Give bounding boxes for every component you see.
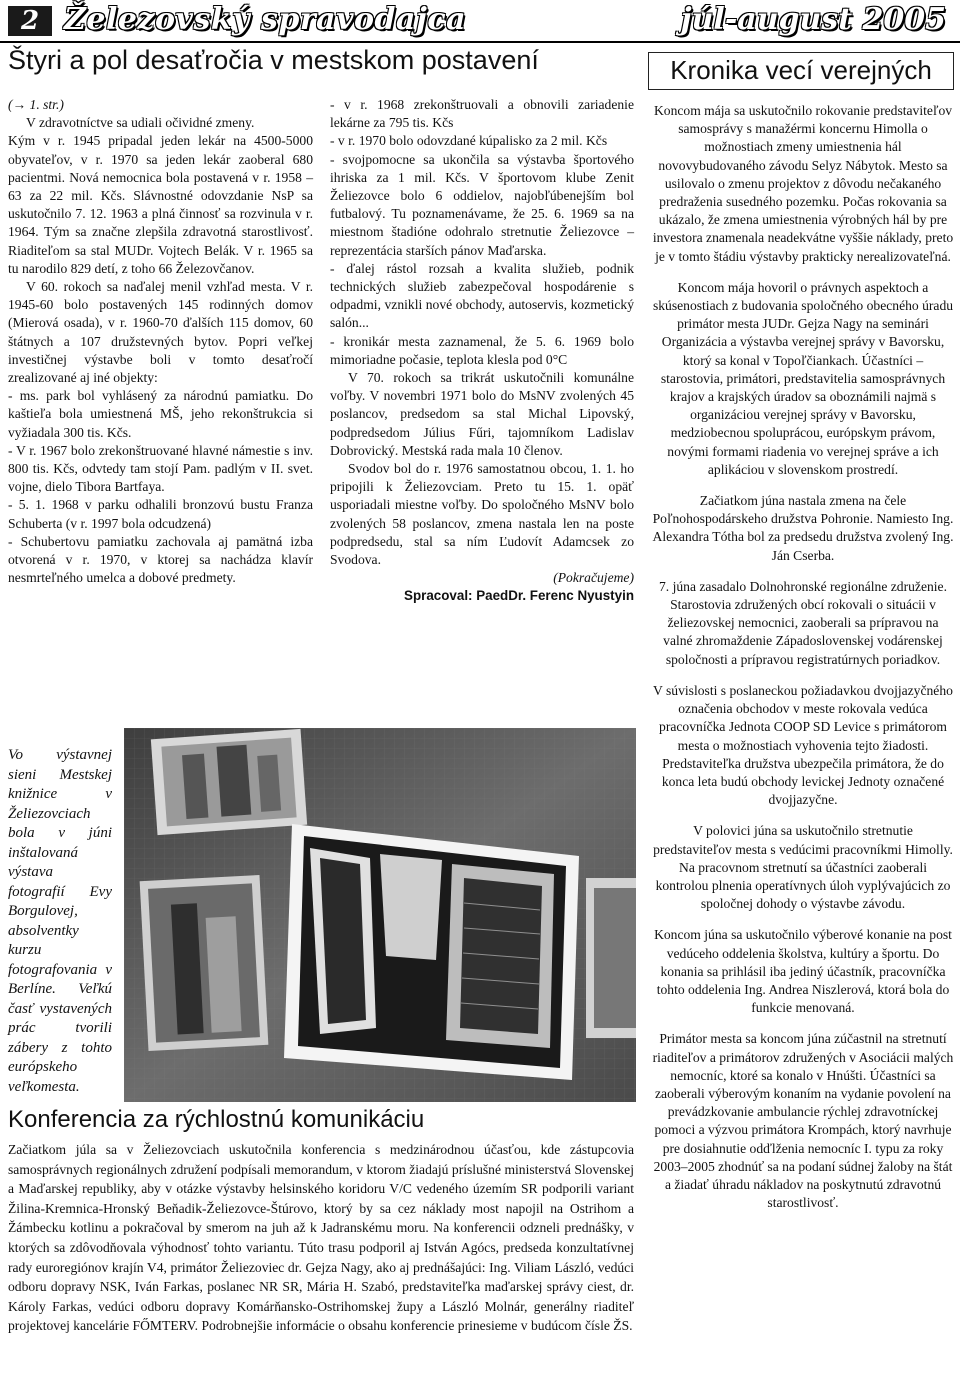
masthead-title: Železovský spravodajca xyxy=(64,2,467,37)
chronicle-paragraph: Začiatkom júna nastala zmena na čele Poľnohospodárskeho družstva Pohronie. Namiesto Ing. Alexandra Tótha bol za predsedu družstva zvolený Ing. Ján Cserba. xyxy=(652,493,954,563)
article-title: Štyri a pol desaťročia v mestskom postavení xyxy=(8,45,539,75)
chronicle-paragraph: Koncom júna sa uskutočnilo výberové konanie na post vedúceho oddelenia školstva, kultúry a športu. Do konania sa prihlásil iba jediný účastník, pracovníčka tohto oddelenia Ing. Andrea Niszlerová, ktorá bola do funkcie menovaná. xyxy=(654,927,952,1016)
chronicle-column xyxy=(652,102,954,1225)
exhibition-photo xyxy=(124,728,636,1102)
article-list-item: - kronikár mesta zaznamenal, že 5. 6. 1969 bolo mimoriadne počasie, teplota klesla pod 0°C xyxy=(330,333,634,367)
article-list-item: - V r. 1967 bolo zrekonštruované hlavné námestie s inv. 800 tis. Kčs, odvtedy tam stojí Pam. padlým v II. svet. vojne, dielo Tibora Bartfaya. xyxy=(8,442,313,495)
article-column-1 xyxy=(8,96,313,587)
continuation-note: (→ 1. str.) xyxy=(8,97,64,112)
continued-note: (Pokračujeme) xyxy=(553,570,634,586)
photo-caption: Vo výstavnej sieni Mestskej knižnice v Želiezovciach bola v júni inštalovaná výstava fotografií Evy Borgulovej, absolventky kurzu fotografovania v Berlíne. Veľkú časť vystavených prác tvorili zábery z tohto európskeho veľkomesta. xyxy=(8,747,112,1095)
article-column-2 xyxy=(330,96,634,606)
article-list-item: - v r. 1968 zrekonštruovali a obnovili zariadenie lekárne za 795 tis. Kčs xyxy=(330,97,634,131)
article-paragraph: V 70. rokoch sa trikrát uskutočnili komunálne voľby. V novembri 1971 bolo do MsNV zvolených 45 poslancov, predsedom sa stal Michal Lipovský, podpredsedom Július Fűri, tajomníkom Ladislav Dobrovický. Mestská rada mala 10 členov. xyxy=(330,370,634,458)
exhibition-photo-graphic xyxy=(124,728,636,1102)
page-number: 2 xyxy=(8,6,52,36)
article-paragraph: Kým v r. 1945 pripadal jeden lekár na 4500-5000 obyvateľov, v r. 1970 sa jeden lekár zaoberal 680 pacientmi. Nová nemocnica bola postavená v r. 1958 – 63 za 22 mil. Kčs. Slávnostné odovzdanie NsP sa uskutočnilo 7. 12. 1963 a plná činnosť sa rozvinula v r. 1964. Tým sa značne zlepšila zdravotná starostlivosť. Riaditeľom sa stal MUDr. Vojtech Belák. V r. 1965 sa tu narodilo 829 detí, z toho 66 Železovčanov. xyxy=(8,133,313,276)
conference-title: Konferencia za rýchlostnú komunikáciu xyxy=(8,1106,425,1133)
chronicle-paragraph: 7. júna zasadalo Dolnohronské regionálne združenie. Starostovia združených obcí rokovali o situácii v želiezovskej nemocnici, zaoberali sa prípravou na valné zhromaždenie Západoslovenskej vodárenskej spoločnosti a prípravou registratúrnych poriadkov. xyxy=(658,578,947,667)
article-list-item: - ms. park bol vyhlásený za národnú pamiatku. Do kaštieľa bola umiestnená MŠ, jeho rekonštrukcia si vyžiadala 300 tis. Kčs. xyxy=(8,388,313,440)
article-list-item: - Schubertovu pamiatku zachovala aj pamätná izba otvorená v r. 1970, v ktorej sa nachádza klavír nesmrteľného umelca a dobové predmety. xyxy=(8,533,313,586)
article-list-item: - ďalej rástol rozsah a kvalita služieb, podnik technických služieb zabezpečoval hospodárenie s odpadmi, vznikli nové obchody, autoservis, kozmetický salón... xyxy=(330,260,634,331)
article-paragraph: V zdravotníctve sa udiali očividné zmeny. xyxy=(26,115,255,131)
issue-date: júl-august 2005 xyxy=(680,2,946,37)
article-list-item: - 5. 1. 1968 v parku odhalili bronzovú bustu Franza Schuberta (v r. 1997 bola odcudzená) xyxy=(8,497,313,531)
article-paragraph: Svodov bol do r. 1976 samostatnou obcou, 1. 1. ho pripojili k Želiezovciam. Preto tu 15. 1. opäť usporiadali miestne voľby. Do spoločného MsNV bolo zvolených 58 poslancov, zmena nastala len na poste podpredsedu, stal sa ním Ľudovít Adamcsek zo Svodova. xyxy=(330,461,634,568)
article-list-item: - svojpomocne sa ukončila sa výstavba športového ihriska za 1 mil. Kčs. V športovom klube Zenit Želiezovce bolo 6 oddielov, najobľúbenejším bol futbalový. Tu poznamenávame, že 25. 6. 1969 sa na miestnom štadióne odohralo stretnutie Želiezovce – reprezentácia starších pánov Maďarska. xyxy=(330,151,634,258)
article-author: Spracoval: PaedDr. Ferenc Nyustyin xyxy=(404,588,634,604)
conference-text: Začiatkom júla sa v Želiezovciach uskutočnila konferencia s medzinárodnou účasťou, kde zástupcovia samosprávnych regionálnych združení podpísali memorandum, v ktorom žiadajú príslušné ministerstvá Slovenskej a Maďarskej republiky, aby v otázke výstavby helsinského koridoru V/C vedeného územím SR podporili variant Žilina-Kremnica-Hronský Beňadik-Želiezovce-Štúrovo, ktorý by sa cez náklady most napojil na Ostrihom a Žámbecku kotlinu a pokračoval by smerom na juh až k Jadranskému moru. Na konferencii odzneli prednášky, v ktorých sa zdôvodňovala výhodnosť tohto variantu. Túto trasu podporil aj István Agócs, predseda konzultatívnej rady euroregiónov krajín V4, primátor Želiezoviec dr. Gejza Nagy, ako aj prednášajúci: Ing. Viliam László, vedúci odboru dopravy NSK, Iván Farkas, poslanec NR SR, Mária H. Szabó, predstaviteľka maďarskej správy ciest, dr. Károly Farkas, vedúci odboru dopravy Komárňansko-Ostrihomskej župy a László Molnár, generálny riaditeľ projektovej kancelárie FŐMTERV. Podrobnejšie informácie o obsahu konferencie prinesieme v budúcom čísle ŽS. xyxy=(8,1142,634,1334)
chronicle-paragraph: Primátor mesta sa koncom júna zúčastnil na stretnutí riaditeľov a primátorov združených v Asociácii malých nemocníc, ktoré sa konalo v Hnúšti. Účastníci sa zaoberali výberovým konaním na vydanie povolení na prevádzkovanie ambulancie rýchlej zdravotníckej pomoci a výzvou primátora Krompách, ktorý navrhuje pre dosiahnutie odďlženia nemocníc I. typu za roky 2003–2005 zhodnúť sa na podaní súdnej žaloby na štát a žiadať úhradu nákladov na poskytnutú zdravotnú starostlivosť. xyxy=(652,1031,954,1211)
chronicle-paragraph: Koncom mája sa uskutočnilo rokovanie predstaviteľov samosprávy s manažérmi koncernu Himolla o možnostiach zmeny umiestnenia hál novovybudovaného závodu Selyz Nábytok. Mesto sa usilovalo o zmenu projektov z dôvodu nečakaného predraženia susedného pozemku. Počas rokovania sa ukázalo, že zmena umiestnenia výrobných hál by pre investora znamenala neadekvátne vyššie náklady, preto je v tomto štádiu výstavby prakticky nerealizovateľná. xyxy=(652,103,954,264)
header-rule xyxy=(0,41,960,43)
chronicle-paragraph: Koncom mája hovoril o právnych aspektoch a skúsenostiach z budovania spoločného obecného úradu primátor mesta JUDr. Gejza Nagy na seminári Organizácia a výstavba verejnej správy v Bavorsku, ktorý sa konal v Topoľčiankach. Účastníci – starostovia, primátori, predstavitelia samosprávnych krajov a krajských úradov sa oboznámili najmä s organizáciou verejnej správy v Bavorsku, medziobecnou spoluprácou, európskym právom, novými formami riadenia vo verejnej správe a ich aplikáciou v slovenskom prostredí. xyxy=(652,279,954,477)
article-list-item: - v r. 1970 bolo odovzdané kúpalisko za 2 mil. Kčs xyxy=(330,133,608,149)
chronicle-title: Kronika vecí verejných xyxy=(648,52,954,90)
article-paragraph: V 60. rokoch sa naďalej menil vzhľad mesta. V r. 1945-60 bolo postavených 145 rodinných domov (Mierová osada), v r. 1960-70 ďalších 115 domov, 60 štátnych a 107 družstevných bytov. Popri veľkej investičnej výstavbe boli v tomto desaťročí zrealizované aj iné objekty: xyxy=(8,279,313,386)
chronicle-paragraph: V polovici júna sa uskutočnilo stretnutie predstaviteľov mesta s vedúcimi pracovníkmi Himolly. Na pracovnom stretnutí sa účastníci zaoberali kontrolou plnenia operatívnych úloh vyplývajúcich zo spoločnej dohody o výstavbe závodu. xyxy=(653,823,953,912)
chronicle-paragraph: V súvislosti s poslaneckou požiadavkou dvojjazyčného označenia obchodov v meste rokovala vedúca pracovníčka Jednota COOP SD Levice s primátorom mesta o možnostiach vyhovenia tejto žiadosti. Predstaviteľka družstva ubezpečila primátora, že do konca leta budú obchody levickej Jednoty označené dvojjazyčne. xyxy=(653,682,953,808)
